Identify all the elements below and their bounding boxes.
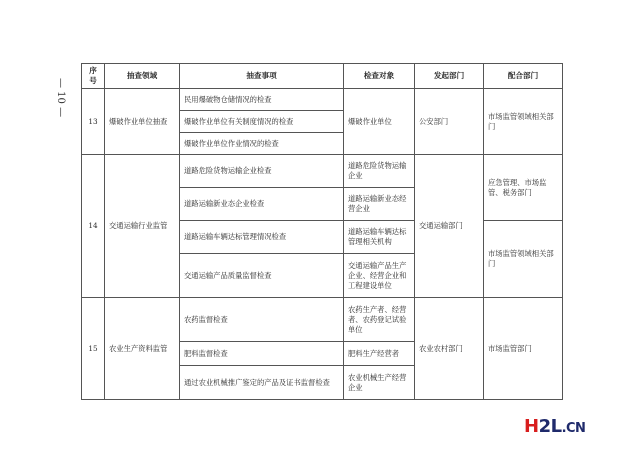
table-header-row xyxy=(82,64,563,89)
row-partner: 应急管理、市场监管、税务部门 xyxy=(484,155,563,221)
row-item: 爆破作业单位作业情况的检查 xyxy=(180,133,344,155)
row-dept: 交通运输部门 xyxy=(415,155,484,298)
row-item: 爆破作业单位有关制度情况的检查 xyxy=(180,111,344,133)
row-dept: 农业农村部门 xyxy=(415,298,484,400)
row-item: 通过农业机械推广鉴定的产品及证书监督检查 xyxy=(180,366,344,400)
row-target: 农业机械生产经营企业 xyxy=(344,366,415,400)
watermark-h: H xyxy=(524,416,539,437)
row-partner: 市场监管领域相关部门 xyxy=(484,89,563,155)
table-row xyxy=(82,298,563,342)
row-item: 交通运输产品质量监督检查 xyxy=(180,254,344,298)
row-item: 道路运输车辆达标管理情况检查 xyxy=(180,221,344,254)
row-target: 农药生产者、经营者、农药登记试验单位 xyxy=(344,298,415,342)
row-target: 交通运输产品生产企业、经营企业和工程建设单位 xyxy=(344,254,415,298)
header-target: 检查对象 xyxy=(344,64,415,89)
row-no: 15 xyxy=(82,298,105,400)
watermark-cn: .CN xyxy=(561,421,586,436)
row-field: 爆破作业单位抽查 xyxy=(105,89,180,155)
row-field: 交通运输行业监管 xyxy=(105,155,180,298)
page-number: — 10 — xyxy=(55,78,66,118)
header-dept: 发起部门 xyxy=(415,64,484,89)
row-partner: 市场监管领域相关部门 xyxy=(484,221,563,298)
table-row xyxy=(82,155,563,188)
row-no: 13 xyxy=(82,89,105,155)
row-partner: 市场监管部门 xyxy=(484,298,563,400)
header-no: 序号 xyxy=(82,64,105,89)
watermark-logo xyxy=(524,416,620,442)
table-row xyxy=(82,89,563,111)
header-item: 抽查事项 xyxy=(180,64,344,89)
row-target: 道路运输新业态经营企业 xyxy=(344,188,415,221)
row-target: 道路运输车辆达标管理相关机构 xyxy=(344,221,415,254)
row-target: 爆破作业单位 xyxy=(344,89,415,155)
row-item: 肥料监督检查 xyxy=(180,342,344,366)
row-no: 14 xyxy=(82,155,105,298)
inspection-table xyxy=(81,63,563,400)
watermark-2l: 2L xyxy=(538,416,562,437)
row-item: 民用爆破物仓储情况的检查 xyxy=(180,89,344,111)
row-target: 道路危险货物运输企业 xyxy=(344,155,415,188)
row-dept: 公安部门 xyxy=(415,89,484,155)
header-field: 抽查领域 xyxy=(105,64,180,89)
header-partner: 配合部门 xyxy=(484,64,563,89)
row-target: 肥料生产经营者 xyxy=(344,342,415,366)
row-field: 农业生产资料监管 xyxy=(105,298,180,400)
row-item: 道路运输新业态企业检查 xyxy=(180,188,344,221)
row-item: 道路危险货物运输企业检查 xyxy=(180,155,344,188)
row-item: 农药监督检查 xyxy=(180,298,344,342)
